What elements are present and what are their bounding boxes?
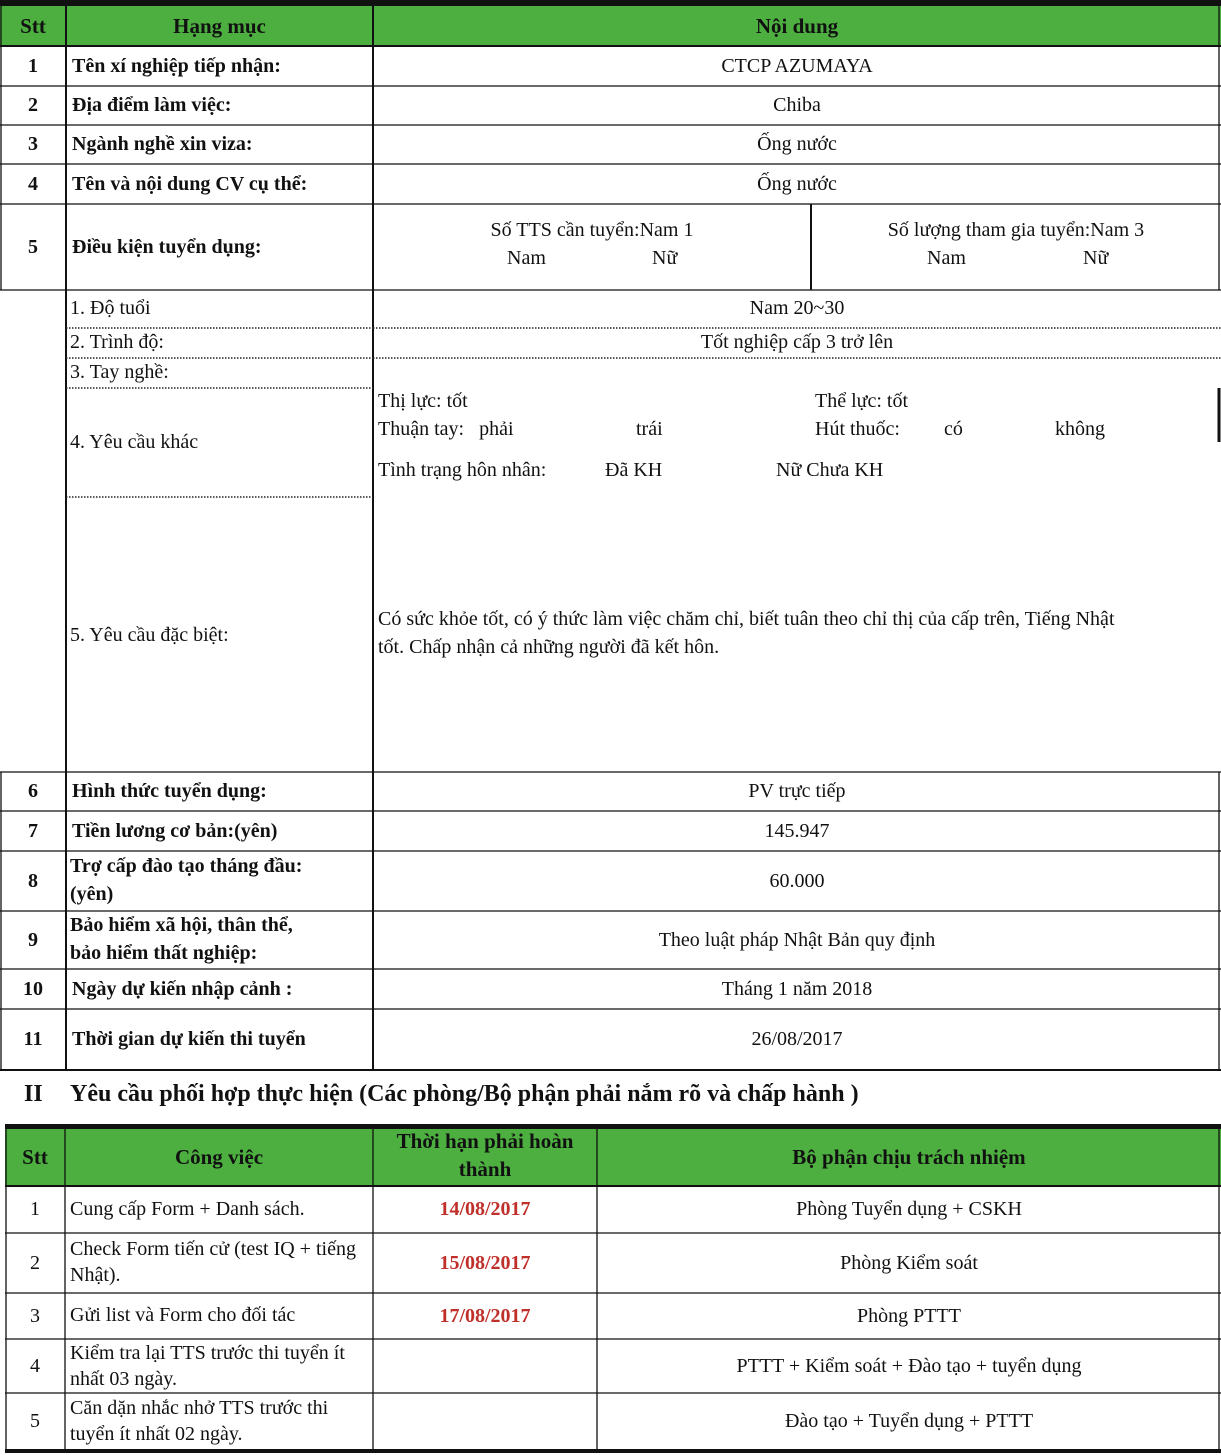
row8-stt: 8 (28, 869, 38, 892)
table-row-4-dept: PTTT + Kiểm soát + Đào tạo + tuyển dụng (736, 1354, 1082, 1377)
section2-title: Yêu cầu phối hợp thực hiện (Các phòng/Bộ phận phải nắm rõ và chấp hành ) (70, 1081, 859, 1107)
row5-right-male: Nam (927, 247, 966, 269)
row8-label-line1: Trợ cấp đào tạo tháng đầu: (70, 855, 303, 877)
row8-label-line2: (yên) (70, 883, 114, 905)
edu-value: Tốt nghiệp cấp 3 trở lên (700, 331, 894, 353)
age-value: Nam 20~30 (749, 297, 845, 319)
row3-stt: 3 (28, 133, 38, 155)
row9-label-line2: bảo hiểm thất nghiệp: (70, 942, 258, 964)
hand-text: Thuận tay: phải (378, 418, 514, 440)
edu-label: 2. Trình độ: (70, 331, 164, 353)
hand-left-text: trái (636, 418, 663, 440)
table-row-4-task-line2: nhất 03 ngày. (70, 1368, 178, 1390)
special-line2: tốt. Chấp nhận cả những người đã kết hôn. (378, 636, 720, 658)
row9-label-line1: Bảo hiểm xã hội, thân thể, (70, 914, 293, 936)
row5-stt: 5 (28, 235, 38, 258)
header-stt: Stt (20, 13, 46, 38)
row4-value: Ống nước (757, 172, 837, 195)
row2-stt: 2 (28, 94, 38, 116)
table-row-3-deadline: 17/08/2017 (439, 1304, 531, 1327)
table-row-1-task: Cung cấp Form + Danh sách. (70, 1198, 305, 1220)
row10-value: Tháng 1 năm 2018 (721, 977, 873, 1000)
row5-left-title: Số TTS cần tuyển:Nam 1 (490, 219, 694, 241)
row10-label: Ngày dự kiến nhập cảnh : (72, 977, 293, 1000)
row5-label: Điều kiện tuyển dụng: (72, 235, 262, 258)
row11-value: 26/08/2017 (751, 1028, 843, 1050)
row1-value: CTCP AZUMAYA (721, 54, 873, 77)
table-row-1-stt: 1 (30, 1198, 40, 1220)
row5-left-female: Nữ (652, 247, 678, 269)
t2-header-stt: Stt (22, 1145, 48, 1169)
row7-label: Tiền lương cơ bản:(yên) (72, 819, 278, 842)
t2-header-task: Công việc (174, 1145, 264, 1169)
table-row-2-stt: 2 (30, 1251, 40, 1274)
table-row-5-stt: 5 (30, 1409, 40, 1432)
age-label: 1. Độ tuổi (70, 297, 151, 319)
row9-stt: 9 (28, 928, 38, 951)
table-row-2-task-line1: Check Form tiến cử (test IQ + tiếng (70, 1238, 356, 1260)
row9-value: Theo luật pháp Nhật Bản quy định (658, 928, 936, 951)
table-row-2-deadline: 15/08/2017 (439, 1251, 531, 1274)
row4-stt: 4 (28, 172, 38, 195)
row7-value: 145.947 (764, 819, 830, 842)
section2-number: II (24, 1081, 43, 1107)
row2-value: Chiba (773, 94, 821, 116)
married-text: Đã KH (605, 459, 663, 481)
row1-stt: 1 (28, 54, 38, 77)
row6-label: Hình thức tuyển dụng: (72, 780, 267, 802)
smoke-no-text: không (1055, 418, 1105, 440)
smoke-text: Hút thuốc: (815, 418, 900, 440)
row8-value: 60.000 (769, 869, 825, 892)
table-row-1-deadline: 14/08/2017 (439, 1198, 531, 1220)
row4-label: Tên và nội dung CV cụ thể: (72, 172, 308, 195)
header-content: Nội dung (755, 13, 839, 38)
table-row-5-dept: Đào tạo + Tuyển dụng + PTTT (784, 1409, 1034, 1432)
marital-text: Tình trạng hôn nhân: (378, 459, 547, 481)
row10-stt: 10 (23, 977, 43, 1000)
table-row-3-stt: 3 (30, 1304, 40, 1327)
table-row-3-dept: Phòng PTTT (857, 1304, 961, 1327)
row5-right-title: Số lượng tham gia tuyển:Nam 3 (887, 219, 1145, 241)
other-label: 4. Yêu cầu khác (70, 431, 199, 453)
table-row-3-task: Gửi list và Form cho đối tác (70, 1304, 296, 1326)
table-row-4-stt: 4 (30, 1354, 40, 1377)
row1-label: Tên xí nghiệp tiếp nhận: (72, 54, 281, 77)
table-row-2-dept: Phòng Kiểm soát (840, 1251, 978, 1274)
row6-stt: 6 (28, 780, 38, 802)
special-line1: Có sức khỏe tốt, có ý thức làm việc chăm chỉ, biết tuân theo chỉ thị của cấp trên, Tiếng Nhật (378, 608, 1115, 630)
row7-stt: 7 (28, 819, 38, 842)
single-text: Nữ Chưa KH (776, 459, 884, 481)
t2-header-deadline-line2: thành (458, 1157, 512, 1181)
table-row-4-task-line1: Kiểm tra lại TTS trước thi tuyển ít (70, 1342, 345, 1364)
row11-stt: 11 (23, 1028, 43, 1050)
row2-label: Địa điểm làm việc: (72, 94, 232, 116)
skill-label: 3. Tay nghề: (70, 361, 169, 383)
t2-header-dept: Bộ phận chịu trách nhiệm (792, 1145, 1026, 1169)
t2-header-deadline-line1: Thời hạn phải hoàn (396, 1129, 574, 1153)
smoke-yes-text: có (944, 418, 963, 440)
vision-text: Thị lực: tốt (378, 390, 468, 412)
special-label: 5. Yêu cầu đặc biệt: (70, 624, 229, 646)
table-row-5-task-line1: Căn dặn nhắc nhở TTS trước thi (70, 1397, 329, 1419)
row5-left-male: Nam (507, 247, 546, 269)
table-row-5-task-line2: tuyển ít nhất 02 ngày. (70, 1423, 243, 1445)
table-row-2-task-line2: Nhật). (70, 1264, 121, 1286)
row5-right-female: Nữ (1083, 247, 1109, 269)
header-item: Hạng mục (173, 13, 266, 38)
row3-label: Ngành nghề xin viza: (72, 133, 253, 155)
row11-label: Thời gian dự kiến thi tuyển (72, 1028, 306, 1050)
physique-text: Thể lực: tốt (815, 390, 909, 412)
table-row-1-dept: Phòng Tuyển dụng + CSKH (796, 1198, 1022, 1220)
row3-value: Ống nước (757, 133, 837, 155)
table2-grid (0, 1120, 1221, 1455)
row6-value: PV trực tiếp (748, 780, 846, 802)
